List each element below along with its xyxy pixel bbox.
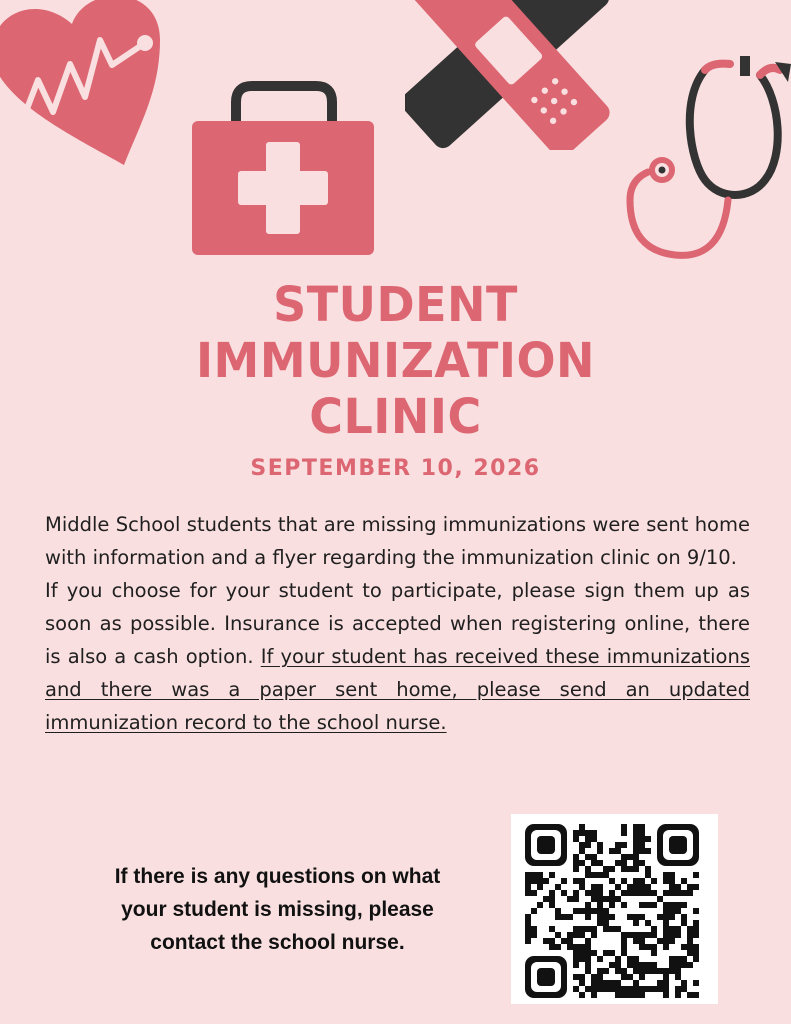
qr-code[interactable] [511,814,718,1004]
body-text [45,508,750,739]
heart-pulse-icon [0,0,165,170]
body-paragraph-2 [45,574,750,739]
stethoscope-icon [620,50,791,260]
contact-line-1: If there is any questions on what [114,865,441,888]
medical-kit-icon [192,80,376,258]
title-line-2: IMMUNIZATION [195,331,596,389]
bandage-icon [405,0,615,150]
title-line-1: STUDENT [273,275,518,333]
body-paragraph-2-plain: If you choose for your student to participate, please sign them up as soon as possible. Insurance is accepted when registering online, there is also a cash option. [45,579,750,668]
contact-line-2: your student is missing, please [121,898,434,921]
body-paragraph-2-underlined: If your student has received these immunizations and there was a paper sent home, please send an updated immunization record to the school nurse. [45,645,751,734]
title-line-3: CLINIC [309,387,482,445]
qr-code-graphic [511,814,718,1004]
contact-note [80,860,475,959]
contact-line-3: contact the school nurse. [150,931,405,954]
event-date: SEPTEMBER 10, 2026 [250,456,541,481]
body-paragraph-1: Middle School students that are missing immunizations were sent home with information and a flyer regarding the immunization clinic on 9/10. [45,513,750,569]
page-title [0,276,791,444]
